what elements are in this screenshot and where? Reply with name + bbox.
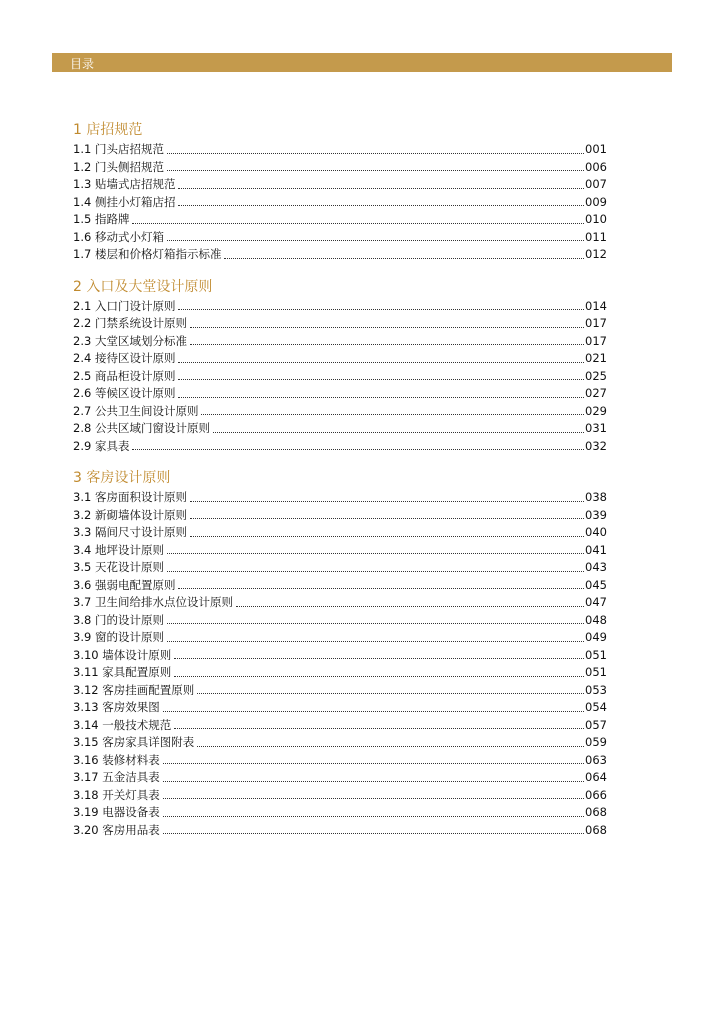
toc-entry-page-number: 001 <box>585 142 607 156</box>
dot-leader <box>201 413 584 415</box>
toc-entry-label: 3.3 隔间尺寸设计原则 <box>73 525 187 539</box>
dot-leader <box>178 396 584 398</box>
dot-leader <box>167 169 584 171</box>
toc-entry-page-number: 031 <box>585 421 607 435</box>
toc-entry-label: 3.20 客房用品表 <box>73 822 160 837</box>
toc-entry-page-number: 057 <box>585 717 607 732</box>
toc-entry-label: 1.5 指路牌 <box>73 212 130 226</box>
toc-entry-page-number: 027 <box>585 386 607 400</box>
toc-entry[interactable] <box>73 734 607 752</box>
toc-entry-page-number: 049 <box>585 630 607 644</box>
toc-entry-page-number: 038 <box>585 490 607 504</box>
dot-leader <box>132 448 584 450</box>
toc-entry-label: 2.8 公共区域门窗设计原则 <box>73 421 210 435</box>
toc-section <box>73 120 607 264</box>
toc-entry-page-number: 040 <box>585 525 607 539</box>
toc-entry-page-number: 006 <box>585 159 607 174</box>
toc-entry-page-number: 012 <box>585 247 607 261</box>
toc-entry-page-number: 009 <box>585 194 607 209</box>
dot-leader <box>174 675 584 677</box>
toc-entry-page-number: 017 <box>585 333 607 348</box>
dot-leader <box>174 657 584 659</box>
dot-leader <box>167 570 584 572</box>
toc-entry[interactable] <box>73 368 607 386</box>
dot-leader <box>213 431 584 433</box>
toc-entry-label: 3.16 装修材料表 <box>73 752 160 767</box>
toc-entry-page-number: 068 <box>585 822 607 837</box>
toc-entry-label: 1.3 贴墙式店招规范 <box>73 177 176 191</box>
toc-entry-page-number: 048 <box>585 612 607 627</box>
toc-entry[interactable] <box>73 577 607 595</box>
toc-entry-label: 3.10 墙体设计原则 <box>73 647 172 662</box>
toc-entry[interactable] <box>73 333 607 351</box>
toc-entry[interactable] <box>73 298 607 316</box>
dot-leader <box>224 257 584 259</box>
toc-entry-label: 1.7 楼层和价格灯箱指示标准 <box>73 247 222 261</box>
toc-entry-label: 3.4 地坪设计原则 <box>73 542 164 557</box>
dot-leader <box>167 239 584 241</box>
toc-entry-page-number: 041 <box>585 542 607 557</box>
toc-entry-label: 1.1 门头店招规范 <box>73 142 164 156</box>
toc-entry[interactable] <box>73 176 607 194</box>
toc-entry[interactable] <box>73 229 607 247</box>
toc-entry-page-number: 029 <box>585 403 607 418</box>
toc-entry[interactable] <box>73 246 607 264</box>
dot-leader <box>190 517 584 519</box>
toc-entry-page-number: 039 <box>585 507 607 522</box>
toc-entry-page-number: 011 <box>585 229 607 244</box>
toc-entry-page-number: 051 <box>585 665 607 679</box>
toc-entry-label: 3.11 家具配置原则 <box>73 665 172 679</box>
toc-entry-label: 3.12 客房挂画配置原则 <box>73 682 195 697</box>
section-title: 2 入口及大堂设计原则 <box>73 278 213 295</box>
toc-entry-label: 3.14 一般技术规范 <box>73 717 172 732</box>
dot-leader <box>167 152 584 154</box>
dot-leader <box>178 378 584 380</box>
dot-leader <box>163 710 584 712</box>
header-bar <box>52 53 672 72</box>
section-title: 1 店招规范 <box>73 122 143 138</box>
toc-entry[interactable] <box>73 507 607 525</box>
toc-entry-page-number: 007 <box>585 177 607 191</box>
toc-entry-label: 2.1 入口门设计原则 <box>73 298 176 313</box>
toc-entry[interactable] <box>73 194 607 212</box>
toc-entry[interactable] <box>73 804 607 822</box>
toc-entry[interactable] <box>73 159 607 177</box>
toc-entry-label: 1.4 侧挂小灯箱店招 <box>73 194 176 209</box>
toc-entry[interactable] <box>73 629 607 647</box>
toc-entry-label: 3.17 五金洁具表 <box>73 770 160 784</box>
toc-entry-label: 3.13 客房效果图 <box>73 700 160 714</box>
toc-entry-label: 3.15 客房家具详图附表 <box>73 735 195 749</box>
toc-entry[interactable] <box>73 664 607 682</box>
toc-entry[interactable] <box>73 699 607 717</box>
dot-leader <box>178 587 584 589</box>
dot-leader <box>178 187 584 189</box>
toc-section <box>73 277 607 456</box>
toc-entry[interactable] <box>73 542 607 560</box>
toc-entry-label: 3.19 电器设备表 <box>73 805 160 819</box>
toc-entry[interactable] <box>73 350 607 368</box>
toc-entry[interactable] <box>73 752 607 770</box>
toc-entry[interactable] <box>73 647 607 665</box>
toc-entry-label: 2.5 商品柜设计原则 <box>73 368 176 383</box>
toc-entry-label: 3.2 新砌墙体设计原则 <box>73 507 187 522</box>
dot-leader <box>178 308 584 310</box>
toc-entry-label: 2.7 公共卫生间设计原则 <box>73 403 199 418</box>
toc-entry-label: 3.5 天花设计原则 <box>73 560 164 574</box>
toc-entry[interactable] <box>73 787 607 805</box>
toc-entry-page-number: 014 <box>585 298 607 313</box>
section-title: 3 客房设计原则 <box>73 470 171 486</box>
toc-entry-page-number: 043 <box>585 560 607 574</box>
toc-section <box>73 468 607 839</box>
dot-leader <box>163 762 584 764</box>
dot-leader <box>163 780 584 782</box>
dot-leader <box>163 815 584 817</box>
toc-entry[interactable] <box>73 211 607 229</box>
toc-entry-label: 2.3 大堂区域划分标准 <box>73 333 187 348</box>
toc-entry-label: 2.4 接待区设计原则 <box>73 351 176 365</box>
dot-leader <box>190 343 584 345</box>
toc-entry-label: 3.7 卫生间给排水点位设计原则 <box>73 595 233 609</box>
toc-entry[interactable] <box>73 403 607 421</box>
dot-leader <box>197 692 584 694</box>
toc-entry-label: 1.6 移动式小灯箱 <box>73 229 164 244</box>
dot-leader <box>190 326 584 328</box>
table-of-contents <box>73 120 607 852</box>
toc-entry-page-number: 045 <box>585 577 607 592</box>
toc-entry[interactable] <box>73 438 607 456</box>
toc-entry-page-number: 059 <box>585 735 607 749</box>
toc-entry[interactable] <box>73 489 607 507</box>
toc-entry[interactable] <box>73 559 607 577</box>
dot-leader <box>167 640 584 642</box>
toc-entry-page-number: 021 <box>585 351 607 365</box>
toc-entry-label: 3.8 门的设计原则 <box>73 612 164 627</box>
dot-leader <box>236 605 584 607</box>
toc-entry[interactable] <box>73 420 607 438</box>
toc-entry-page-number: 063 <box>585 752 607 767</box>
toc-entry-label: 3.6 强弱电配置原则 <box>73 577 176 592</box>
dot-leader <box>167 622 584 624</box>
toc-entry[interactable] <box>73 594 607 612</box>
dot-leader <box>174 727 584 729</box>
toc-entry[interactable] <box>73 141 607 159</box>
toc-entry[interactable] <box>73 769 607 787</box>
toc-entry-label: 3.1 客房面积设计原则 <box>73 490 187 504</box>
toc-entry-label: 2.9 家具表 <box>73 438 130 453</box>
toc-entry[interactable] <box>73 524 607 542</box>
dot-leader <box>163 832 584 834</box>
toc-entry[interactable] <box>73 612 607 630</box>
toc-entry-label: 3.9 窗的设计原则 <box>73 630 164 644</box>
dot-leader <box>167 552 584 554</box>
dot-leader <box>132 222 584 224</box>
toc-entry[interactable] <box>73 682 607 700</box>
dot-leader <box>163 797 584 799</box>
toc-entry-page-number: 053 <box>585 682 607 697</box>
toc-entry-page-number: 066 <box>585 787 607 802</box>
toc-entry-label: 2.6 等候区设计原则 <box>73 386 176 400</box>
dot-leader <box>190 535 584 537</box>
toc-entry-page-number: 054 <box>585 700 607 714</box>
toc-entry[interactable] <box>73 822 607 840</box>
dot-leader <box>190 500 584 502</box>
toc-entry-page-number: 068 <box>585 805 607 819</box>
toc-entry-page-number: 017 <box>585 316 607 330</box>
toc-entry-page-number: 047 <box>585 595 607 609</box>
toc-entry[interactable] <box>73 385 607 403</box>
page-title: 目录 <box>70 57 95 71</box>
toc-entry[interactable] <box>73 315 607 333</box>
toc-entry-label: 3.18 开关灯具表 <box>73 787 160 802</box>
toc-entry-page-number: 025 <box>585 368 607 383</box>
toc-entry-page-number: 051 <box>585 647 607 662</box>
toc-entry-label: 1.2 门头侧招规范 <box>73 159 164 174</box>
toc-entry-label: 2.2 门禁系统设计原则 <box>73 316 187 330</box>
dot-leader <box>178 361 584 363</box>
toc-entry-page-number: 064 <box>585 770 607 784</box>
dot-leader <box>178 204 584 206</box>
dot-leader <box>197 745 584 747</box>
toc-entry[interactable] <box>73 717 607 735</box>
toc-entry-page-number: 010 <box>585 212 607 226</box>
toc-entry-page-number: 032 <box>585 438 607 453</box>
